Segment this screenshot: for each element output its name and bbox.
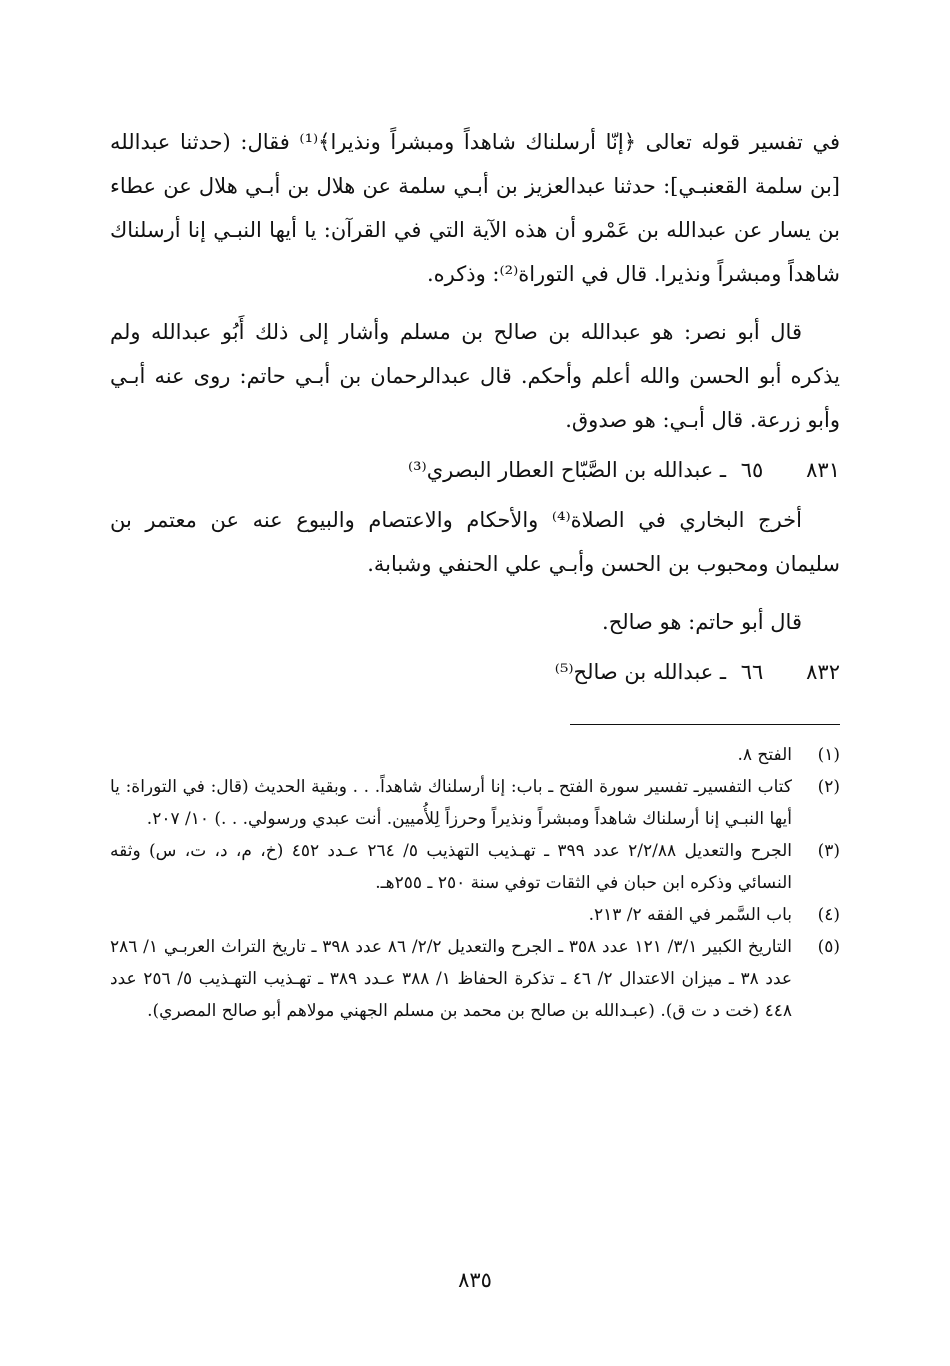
footnote-number: (٢) [817,777,840,797]
entry-subnumber: ٦٥ [740,458,764,482]
footnote-text: كتاب التفسيرـ تفسير سورة الفتح ـ باب: إنا أرسلناك شاهداً. . . وبقية الحديث (قال: في التوراة: يا أيها النبـي إنا أرسلناك شاهداً ومبشراً ونذيراً وحرزاً لِلأُميين. أنت عبدي ورسولي. . .) ١٠/ ٢٠٧. [110,777,792,829]
entry-number: ٨٣١ [806,458,840,482]
footnotes [110,739,840,1027]
body-paragraph-1: في تفسير قوله تعالى ﴿إنّا أرسلناك شاهداً ومبشراً ونذيرا﴾⁽¹⁾ فقال: (حدثنا عبدالله [بن سلمة القعنبـي]: حدثنا عبدالعزيز بن أبـي سلمة عن هلال بن أبـي هلال عن عطاء بن يسار عن عبدالله بن عَمْرو أن هذه الآية التي في القرآن: يا أيها النبـي إنا أرسلناك شاهداً ومبشراً ونذيرا. قال في التوراة⁽²⁾: وذكره. [110,130,840,286]
entry-name: ـ عبدالله بن صالح⁽⁵⁾ [554,660,727,684]
footnote-5 [110,931,840,1027]
footnote-text: الجرح والتعديل ٢/٢/٨٨ عدد ٣٩٩ ـ تهـذيب التهذيب ٥/ ٢٦٤ عـدد ٤٥٢ (خ، م، د، ت، س) وثقه النسائي وذكره ابن حبان في الثقات توفي سنة ٢٥٠ ـ ٢٥٥هـ. [110,841,792,893]
footnote-2 [110,771,840,835]
footnote-3 [110,835,840,899]
footnote-text: التاريخ الكبير ٣/١/ ١٢١ عدد ٣٥٨ ـ الجرح والتعديل ٢/٢/ ٨٦ عدد ٣٩٨ ـ تاريخ التراث العربـي ١/ ٢٨٦ عدد ٣٨ ـ ميزان الاعتدال ٢/ ٤٦ ـ تذكرة الحفاظ ١/ ٣٨٨ عـدد ٣٨٩ ـ تهـذيب التهـذيب ٥/ ٢٥٦ عدد ٤٤٨ (خت د ت ق). (عبـدالله بن صالح بن محمد بن مسلم الجهني مولاهم أبو صالح المصري). [110,937,793,1021]
footnote-1 [110,739,840,771]
footnote-text: الفتح ٨. [737,745,792,765]
entry-831 [110,448,840,492]
footnote-number: (٤) [817,905,840,925]
body-paragraph-2: قال أبو نصر: هو عبدالله بن صالح بن مسلم وأشار إلى ذلك أَبُو عبدالله ولم يذكره أبو الحسن والله أعلم وأحكم. قال عبدالرحمان بن أبـي حاتم: روى عنه أبـي وأبو زرعة. قال أبـي: هو صدوق. [110,320,840,432]
page-content [110,120,840,1027]
footnote-text: باب السَّمر في الفقه ٢/ ٢١٣. [588,905,792,925]
body-paragraph-4: قال أبو حاتم: هو صالح. [602,610,802,634]
footnote-4 [110,899,840,931]
footnote-number: (١) [817,745,840,765]
page-number: ٨٣٥ [458,1268,492,1292]
entry-832 [110,650,840,694]
footnote-divider [570,724,840,725]
footnote-number: (٣) [817,841,840,861]
entry-name: ـ عبدالله بن الصَّبّاح العطار البصري⁽³⁾ [407,458,727,482]
entry-number: ٨٣٢ [806,660,840,684]
body-paragraph-3: أخرج البخاري في الصلاة⁽⁴⁾ والأحكام والاعتصام والبيوع عنه عن معتمر بن سليمان ومحبوب بن الحسن وأبـي علي الحنفي وشبابة. [110,508,840,576]
footnote-number: (٥) [817,937,840,957]
entry-subnumber: ٦٦ [740,660,764,684]
